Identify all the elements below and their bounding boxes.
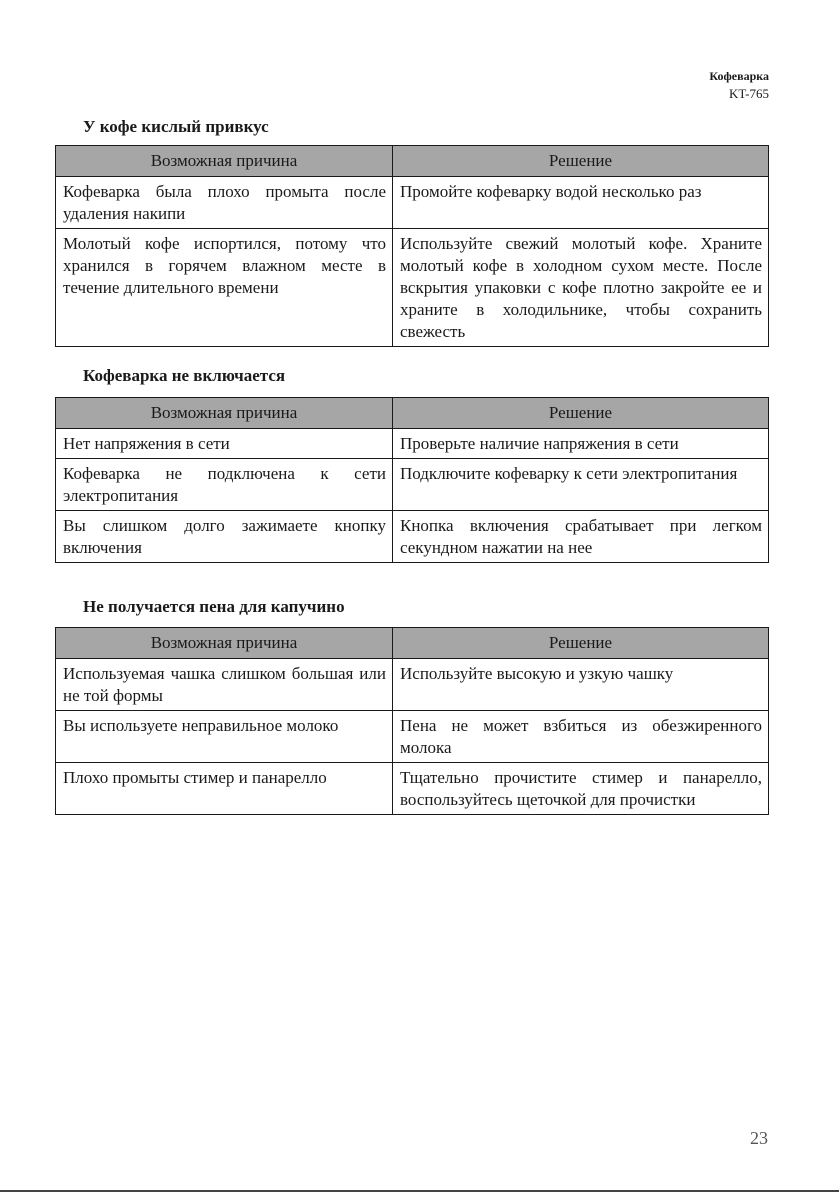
- table-row: [56, 763, 769, 815]
- table-row: [56, 229, 769, 347]
- header-product-name: Кофеварка: [709, 69, 769, 83]
- table-row: [56, 459, 769, 511]
- page-bottom-rule: [0, 1190, 839, 1192]
- cause-cell: Кофеварка не подключена к сети электропитания: [56, 459, 393, 511]
- column-header-solution: Решение: [393, 398, 769, 429]
- column-header-solution: Решение: [393, 628, 769, 659]
- solution-cell: Пена не может взбиться из обезжиренного молока: [393, 711, 769, 763]
- table-row: [56, 659, 769, 711]
- table-row: [56, 511, 769, 563]
- cause-cell: Вы используете неправильное молоко: [56, 711, 393, 763]
- running-header: [709, 68, 769, 102]
- cause-cell: Плохо промыты стимер и панарелло: [56, 763, 393, 815]
- column-header-solution: Решение: [393, 146, 769, 177]
- troubleshooting-table-sour-taste: [55, 145, 769, 347]
- cause-cell: Используемая чашка слишком большая или не той формы: [56, 659, 393, 711]
- table-header-row: [56, 146, 769, 177]
- solution-cell: Проверьте наличие напряжения в сети: [393, 429, 769, 459]
- section-title-sour-taste: У кофе кислый привкус: [83, 117, 269, 136]
- table-header-row: [56, 398, 769, 429]
- troubleshooting-table-not-turning-on: [55, 397, 769, 563]
- cause-cell: Вы слишком долго зажимаете кнопку включения: [56, 511, 393, 563]
- table-header-row: [56, 628, 769, 659]
- page-number: 23: [750, 1128, 768, 1148]
- header-model-number: KT-765: [729, 86, 769, 101]
- section-title-not-turning-on: Кофеварка не включается: [83, 366, 286, 385]
- table-row: [56, 429, 769, 459]
- solution-cell: Используйте высокую и узкую чашку: [393, 659, 769, 711]
- solution-cell: Кнопка включения срабатывает при легком секундном нажатии на нее: [393, 511, 769, 563]
- table-row: [56, 177, 769, 229]
- cause-cell: Молотый кофе испортился, потому что хранился в горячем влажном месте в течение длительного времени: [56, 229, 393, 347]
- table-row: [56, 711, 769, 763]
- solution-cell: Подключите кофеварку к сети электропитания: [393, 459, 769, 511]
- cause-cell: Кофеварка была плохо промыта после удаления накипи: [56, 177, 393, 229]
- cause-cell: Нет напряжения в сети: [56, 429, 393, 459]
- solution-cell: Тщательно прочистите стимер и панарелло, воспользуйтесь щеточкой для прочистки: [393, 763, 769, 815]
- troubleshooting-table-no-cappuccino-foam: [55, 627, 769, 815]
- column-header-cause: Возможная причина: [56, 146, 393, 177]
- solution-cell: Используйте свежий молотый кофе. Храните молотый кофе в холодном сухом месте. После вскрытия упаковки с кофе плотно закройте ее и храните в холодильнике, чтобы сохранить свежесть: [393, 229, 769, 347]
- solution-cell: Промойте кофеварку водой несколько раз: [393, 177, 769, 229]
- column-header-cause: Возможная причина: [56, 628, 393, 659]
- section-title-no-cappuccino-foam: Не получается пена для капучино: [83, 597, 345, 616]
- column-header-cause: Возможная причина: [56, 398, 393, 429]
